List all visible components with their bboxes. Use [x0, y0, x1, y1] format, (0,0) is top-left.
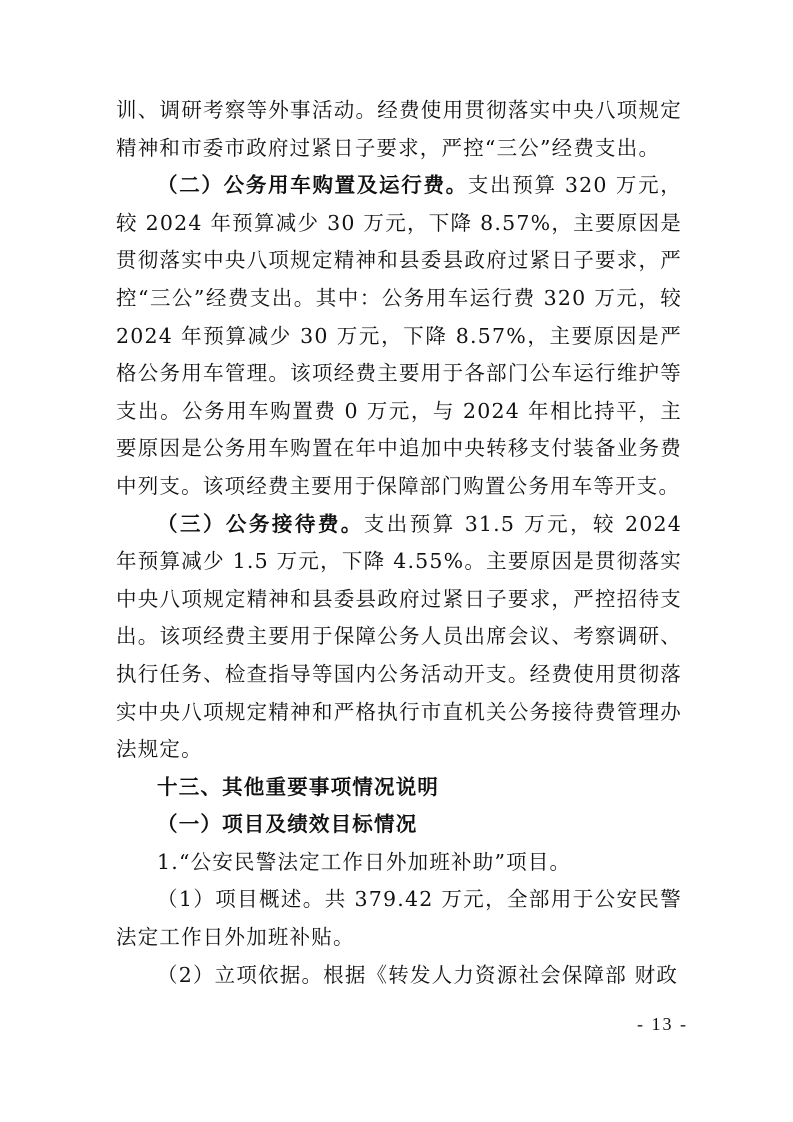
reception-costs-text: 支出预算 31.5 万元，较 2024 年预算减少 1.5 万元，下降 4.55%。主要原因是贯彻落实中央八项规定精神和县委县政府过紧日子要求，严控招待支出。该项经费主要用于保障公务人员出席会议、考察调研、执行任务、检查指导等国内公务活动开支。经费使用贯彻落实中央八项规定精神和严格执行市直机关公务接待费管理办法规定。 — [116, 511, 682, 762]
project-overview: （1）项目概述。共 379.42 万元，全部用于公安民警法定工作日外加班补贴。 — [116, 887, 682, 950]
project-item-title: 1.“公安民警法定工作日外加班补助”项目。 — [157, 849, 572, 874]
page-number: - 13 - — [637, 1014, 688, 1034]
paragraph-continuation: 训、调研考察等外事活动。经费使用贯彻落实中央八项规定精神和市委市政府过紧日子要求，严控“三公”经费支出。 — [116, 98, 682, 160]
paragraph-reception-costs — [116, 506, 682, 769]
vehicle-costs-text: 支出预算 320 万元，较 2024 年预算减少 30 万元，下降 8.57%，主要原因是贯彻落实中央八项规定精神和县委县政府过紧日子要求，严控“三公”经费支出。其中：公务用车运行费 320 万元，较 2024 年预算减少 30 万元，下降 8.57%，主要原因是严格公务用车管理。该项经费主要用于各部门公车运行维护等支出。公务用车购置费 0 万元，与 2024 年相比持平，主要原因是公务用车购置在年中追加中央转移支付装备业务费中列支。该项经费主要用于保障部门购置公务用车等开支。 — [116, 173, 682, 498]
section-heading: 十三、其他重要事项情况说明 — [157, 774, 440, 799]
project-basis: （2）立项依据。根据《转发人力资源社会保障部 财政 — [157, 962, 679, 987]
subsection-heading: （一）项目及绩效目标情况 — [157, 812, 418, 837]
reception-costs-heading: （三）公务接待费。 — [157, 511, 364, 536]
document-body — [116, 92, 682, 994]
vehicle-costs-heading: （二）公务用车购置及运行费。 — [157, 173, 468, 198]
paragraph-vehicle-costs — [116, 167, 682, 505]
